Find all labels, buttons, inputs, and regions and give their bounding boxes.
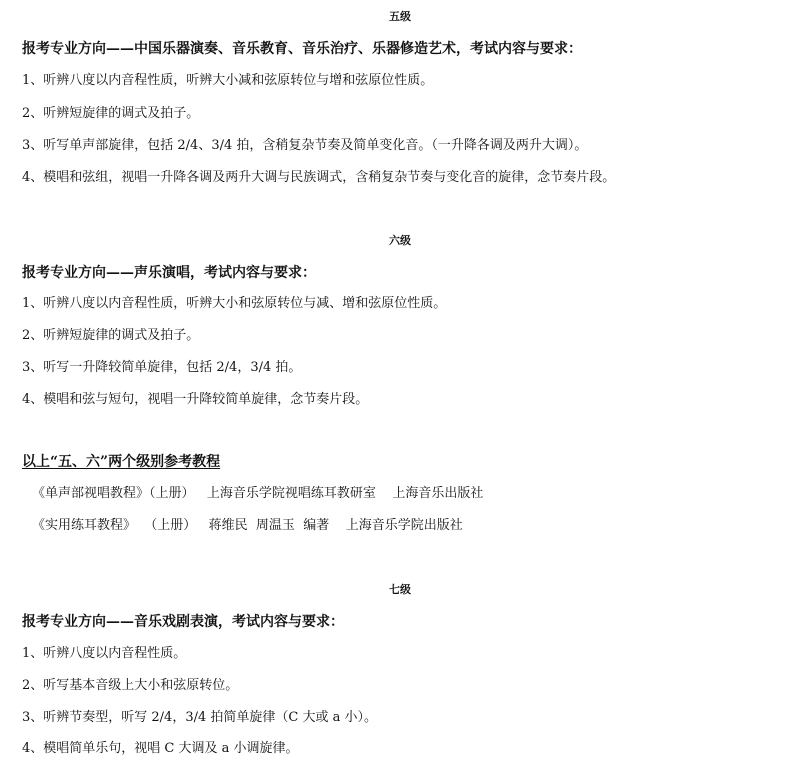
level5-heading: 五级 bbox=[389, 10, 411, 23]
level6-heading: 六级 bbox=[389, 234, 411, 247]
level7-item-3: 3、听辨节奏型，听写 2/4，3/4 拍简单旋律（C 大或 a 小）。 bbox=[22, 710, 377, 725]
level7-item-1: 1、听辨八度以内音程性质。 bbox=[22, 646, 187, 661]
level6-item-4: 4、模唱和弦与短句，视唱一升降较简单旋律，念节奏片段。 bbox=[22, 392, 369, 407]
level5-item-3: 3、听写单声部旋律，包括 2/4、3/4 拍，含稍复杂节奏及简单变化音。（一升降各调及两升大调）。 bbox=[22, 138, 588, 153]
level5-section-title: 报考专业方向——中国乐器演奏、音乐教育、音乐治疗、乐器修造艺术，考试内容与要求： bbox=[22, 41, 582, 57]
reference-book-2: 《实用练耳教程》 （上册） 蒋维民 周温玉 编著 上海音乐学院出版社 bbox=[32, 518, 463, 533]
level6-item-3: 3、听写一升降较简单旋律，包括 2/4，3/4 拍。 bbox=[22, 360, 302, 375]
level7-item-4: 4、模唱简单乐句，视唱 C 大调及 a 小调旋律。 bbox=[22, 741, 299, 756]
level7-item-2: 2、听写基本音级上大小和弦原转位。 bbox=[22, 678, 239, 693]
level6-section-title: 报考专业方向——声乐演唱，考试内容与要求： bbox=[22, 265, 316, 281]
level5-item-2: 2、听辨短旋律的调式及拍子。 bbox=[22, 106, 200, 121]
reference-book-1: 《单声部视唱教程》（上册） 上海音乐学院视唱练耳教研室 上海音乐出版社 bbox=[32, 486, 484, 501]
level7-section-title: 报考专业方向——音乐戏剧表演，考试内容与要求： bbox=[22, 614, 344, 630]
level5-item-4: 4、模唱和弦组，视唱一升降各调及两升大调与民族调式，含稍复杂节奏与变化音的旋律，念节奏片段。 bbox=[22, 170, 616, 185]
level5-item-1: 1、听辨八度以内音程性质，听辨大小减和弦原转位与增和弦原位性质。 bbox=[22, 73, 434, 88]
level6-item-1: 1、听辨八度以内音程性质，听辨大小和弦原转位与减、增和弦原位性质。 bbox=[22, 296, 447, 311]
reference-books-title: 以上“五、六”两个级别参考教程 bbox=[22, 454, 221, 470]
level6-item-2: 2、听辨短旋律的调式及拍子。 bbox=[22, 328, 200, 343]
level7-heading: 七级 bbox=[389, 583, 411, 596]
